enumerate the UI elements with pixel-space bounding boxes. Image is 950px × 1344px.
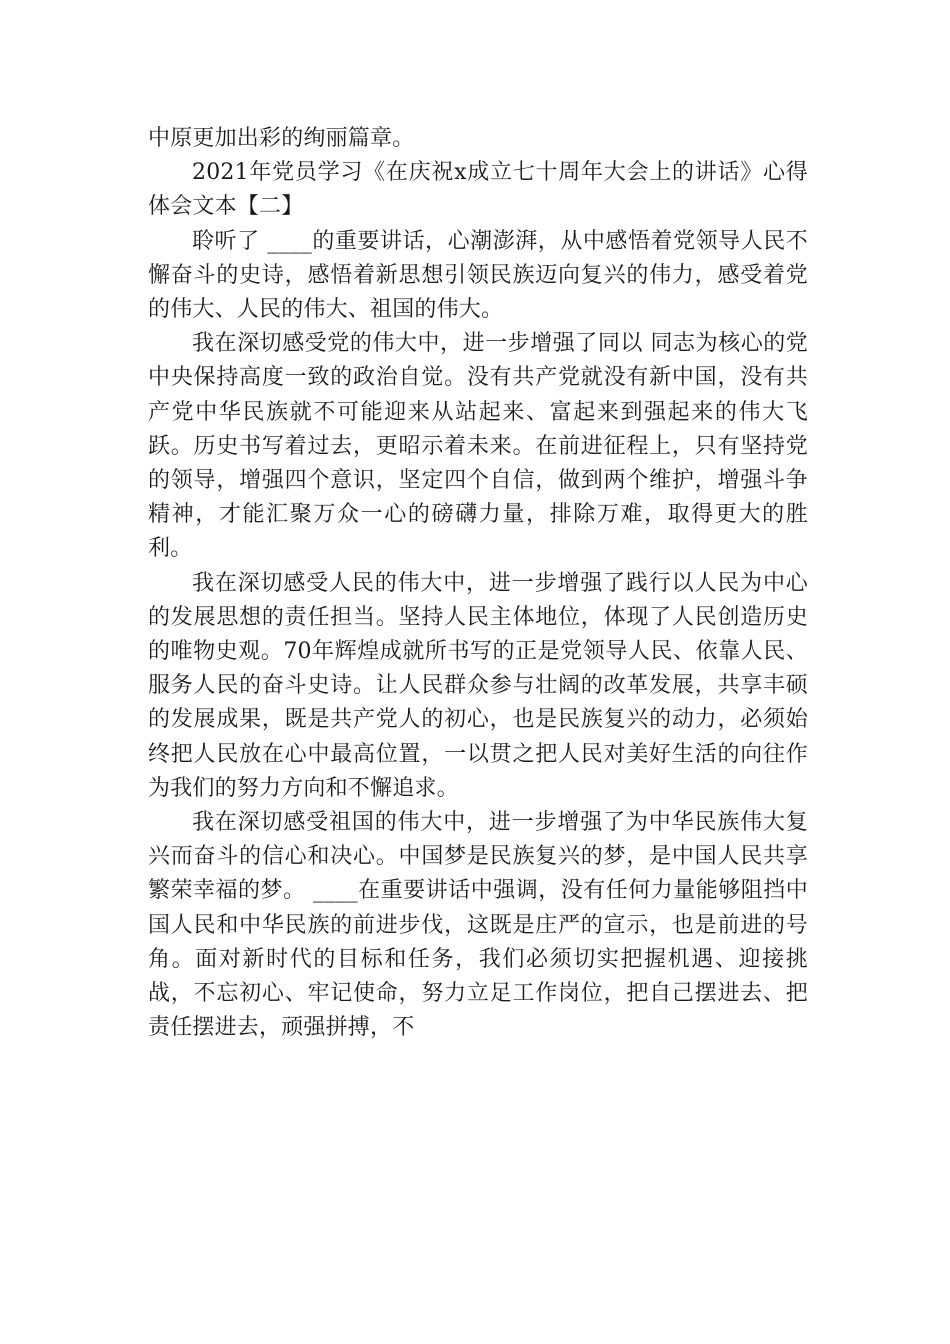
paragraph-closing-line: 中原更加出彩的绚丽篇章。 <box>148 126 415 151</box>
paragraph-intro: 聆听了 ____的重要讲话，心潮澎湃，从中感悟着党领导人民不懈奋斗的史诗，感悟着新思想引领民族迈向复兴的伟力，感受着党的伟大、人民的伟大、祖国的伟大。 <box>148 228 808 323</box>
document-page <box>148 122 808 1045</box>
paragraph-party: 我在深切感受党的伟大中，进一步增强了同以 同志为核心的党中央保持高度一致的政治自觉。没有共产党就没有新中国，没有共产党中华民族就不可能迎来从站起来、富起来到强起来的伟大飞跃。历史书写着过去，更昭示着未来。在前进征程上，只有坚持党的领导，增强四个意识，坚定四个自信，做到两个维护，增强斗争精神，才能汇聚万众一心的磅礴力量，排除万难，取得更大的胜利。 <box>148 331 808 562</box>
paragraph-people: 我在深切感受人民的伟大中，进一步增强了践行以人民为中心的发展思想的责任担当。坚持人民主体地位，体现了人民创造历史的唯物史观。70年辉煌成就所书写的正是党领导人民、依靠人民、服务人民的奋斗史诗。让人民群众参与壮阔的改革发展，共享丰硕的发展成果，既是共产党人的初心，也是民族复兴的动力，必须始终把人民放在心中最高位置，一以贯之把人民对美好生活的向往作为我们的努力方向和不懈追求。 <box>148 570 808 801</box>
section-title: 2021年党员学习《在庆祝x成立七十周年大会上的讲话》心得体会文本【二】 <box>148 160 808 220</box>
paragraph-motherland: 我在深切感受祖国的伟大中，进一步增强了为中华民族伟大复兴而奋斗的信心和决心。中国梦是民族复兴的梦，是中国人民共享繁荣幸福的梦。 ____在重要讲话中强调，没有任何力量能够阻挡中国人民和中华民族的前进步伐，这既是庄严的宣示，也是前进的号角。面对新时代的目标和任务，我们必须切实把握机遇、迎接挑战，不忘初心、牢记使命，努力立足工作岗位，把自己摆进去、把责任摆进去，顽强拼搏，不 <box>148 810 808 1041</box>
